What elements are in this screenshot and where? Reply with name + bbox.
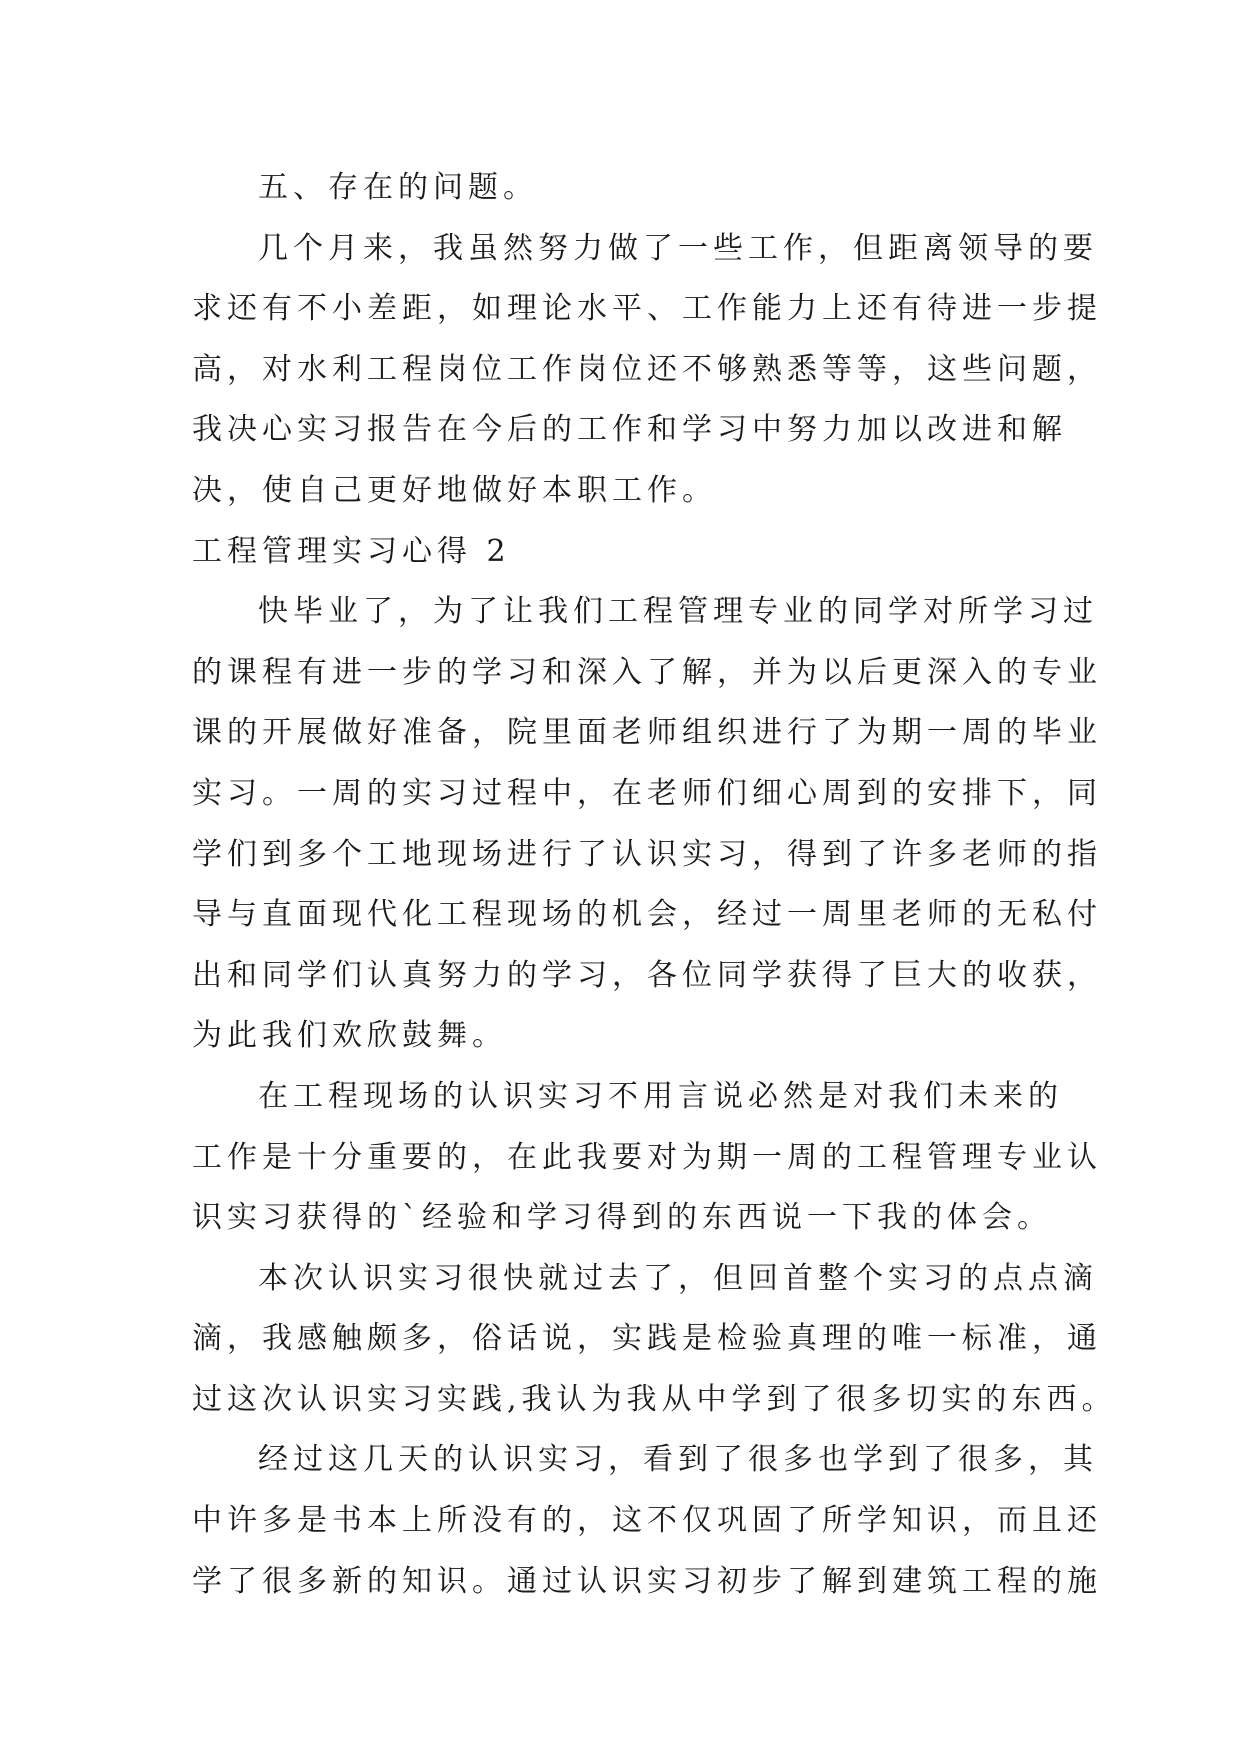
paragraph-line: 滴，我感触颇多，俗话说，实践是检验真理的唯一标准，通: [192, 1321, 1102, 1357]
paragraph-line: 过这次认识实习实践,我认为我从中学到了很多切实的东西。: [192, 1381, 1117, 1417]
paragraph-line: 我决心实习报告在今后的工作和学习中努力加以改进和解: [192, 412, 1067, 448]
paragraph-line: 快毕业了，为了让我们工程管理专业的同学对所学习过: [258, 594, 1098, 630]
paragraph-line: 求还有不小差距，如理论水平、工作能力上还有待进一步提: [192, 291, 1102, 327]
paragraph-line: 学了很多新的知识。通过认识实习初步了解到建筑工程的施: [192, 1563, 1102, 1599]
paragraph-line: 识实习获得的`经验和学习得到的东西说一下我的体会。: [192, 1200, 1052, 1236]
paragraph-line: 导与直面现代化工程现场的机会，经过一周里老师的无私付: [192, 897, 1102, 933]
paragraph-line: 中许多是书本上所没有的，这不仅巩固了所学知识，而且还: [192, 1503, 1102, 1539]
paragraph-line: 高，对水利工程岗位工作岗位还不够熟悉等等，这些问题，: [192, 351, 1102, 387]
document-title: 工程管理实习心得 2: [192, 533, 511, 569]
paragraph-line: 出和同学们认真努力的学习，各位同学获得了巨大的收获，: [192, 957, 1102, 993]
paragraph-line: 决，使自己更好地做好本职工作。: [192, 472, 717, 508]
paragraph-line: 经过这几天的认识实习，看到了很多也学到了很多，其: [258, 1442, 1098, 1478]
paragraph-line: 的课程有进一步的学习和深入了解，并为以后更深入的专业: [192, 654, 1102, 690]
paragraph-line: 几个月来，我虽然努力做了一些工作，但距离领导的要: [258, 230, 1098, 266]
paragraph-line: 为此我们欢欣鼓舞。: [192, 1018, 507, 1054]
paragraph-line: 本次认识实习很快就过去了，但回首整个实习的点点滴: [258, 1260, 1098, 1296]
paragraph-line: 在工程现场的认识实习不用言说必然是对我们未来的: [258, 1078, 1063, 1114]
section-heading: 五、存在的问题。: [258, 170, 538, 205]
paragraph-line: 课的开展做好准备，院里面老师组织进行了为期一周的毕业: [192, 715, 1102, 751]
paragraph-line: 实习。一周的实习过程中，在老师们细心周到的安排下，同: [192, 775, 1102, 811]
document-body: [192, 158, 1117, 1612]
paragraph-line: 学们到多个工地现场进行了认识实习，得到了许多老师的指: [192, 836, 1102, 872]
paragraph-line: 工作是十分重要的，在此我要对为期一周的工程管理专业认: [192, 1139, 1102, 1175]
